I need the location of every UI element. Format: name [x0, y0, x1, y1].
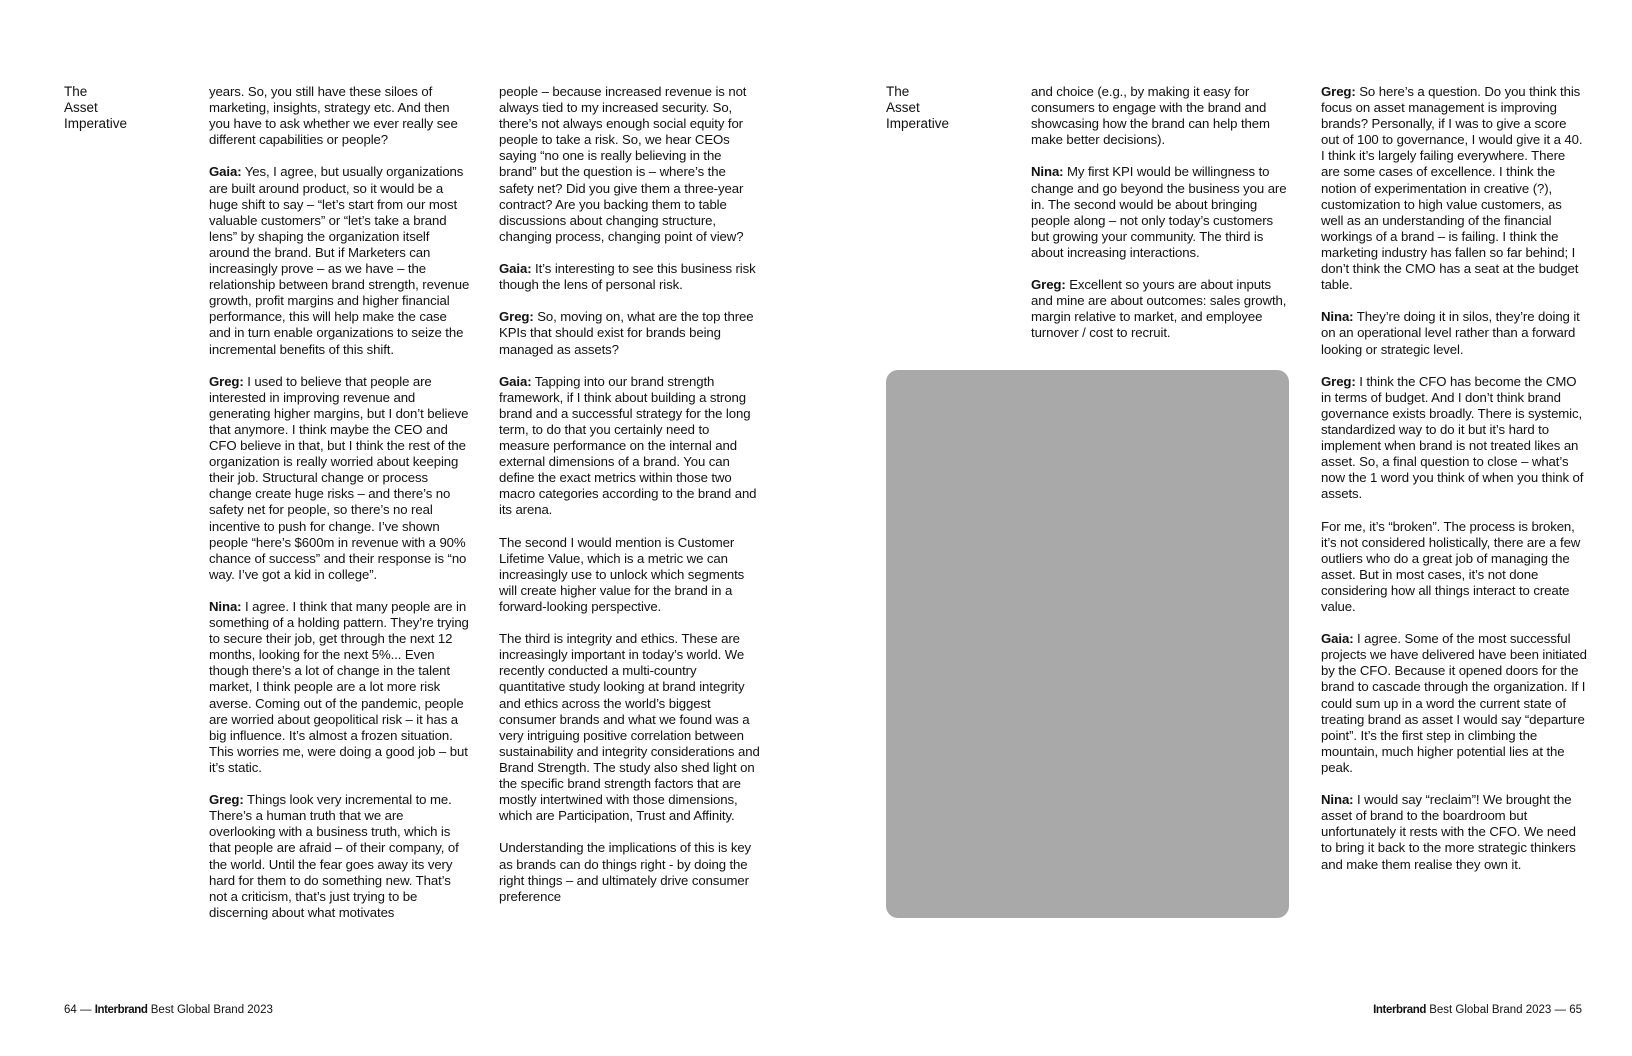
- speaker-name: Gaia:: [499, 261, 532, 277]
- paragraph-text: I think the CFO has become the CMO in terms of budget. And I don’t think brand governance exists broadly. There is systemic, standardized way to do it but it’s hard to implement when brand is not treated likes an asset. So, a final question to close – what’s now the 1 word you think of when you think of assets.: [1321, 373, 1584, 502]
- image-placeholder: [886, 370, 1289, 918]
- paragraph: [1031, 84, 1293, 148]
- paragraph: [1321, 374, 1587, 503]
- paragraph: [1321, 631, 1587, 776]
- section-label-line: The: [64, 84, 88, 99]
- paragraph-text: I used to believe that people are interested in improving revenue and generating higher margins, but I don’t believe that anymore. I think maybe the CEO and CFO believe in that, but I think the rest of the organization is really worried about keeping their job. Structural change or process change create huge risks – and there’s no safety net for people, so there’s no real incentive to push for change. I’ve shown people “here’s $600m in revenue with a 90% chance of success” and their response is “no way. I’ve got a kid in college”.: [209, 373, 469, 582]
- paragraph: [499, 631, 761, 824]
- page-number: 64 —: [64, 1004, 95, 1016]
- right-page-footer: [1373, 1003, 1582, 1017]
- paragraph: [209, 374, 471, 583]
- paragraph-text: and choice (e.g., by making it easy for consumers to engage with the brand and showcasing how the brand can help them make better decisions).: [1031, 84, 1270, 148]
- paragraph-text: Things look very incremental to me. There’s a human truth that we are overlooking with a business truth, which is that people are afraid – of their company, of the world. Until the fear goes away its very hard for them to do something new. That’s not a criticism, that’s just trying to be discerning about what motivates: [209, 792, 459, 920]
- paragraph-text: people – because increased revenue is not always tied to my increased security. So, there’s not always enough social equity for people to take a risk. So, we hear CEOs saying “no one is really believing in the brand” but the question is – where’s the safety net? Did you give them a three-year contract? Are you backing them to table discussions about changing structure, changing process, changing point of view?: [499, 84, 747, 244]
- paragraph: [499, 84, 761, 245]
- left-column-2: [499, 84, 761, 905]
- paragraph: [1031, 277, 1293, 341]
- paragraph: [1031, 164, 1293, 261]
- speaker-name: Greg:: [499, 309, 534, 325]
- paragraph-text: The third is integrity and ethics. These are increasingly important in today’s world. We recently conducted a multi-country quantitative study looking at brand integrity and ethics across the world’s biggest consumer brands and what we found was a very intriguing positive correlation between sustainability and integrity considerations and Brand Strength. The study also shed light on the specific brand strength factors that are mostly intertwined with those dimensions, which are Participation, Trust and Affinity.: [499, 631, 760, 824]
- paragraph-text: Understanding the implications of this is key as brands can do things right - by doing the right things – and ultimately drive consumer preference: [499, 840, 752, 904]
- publication-title: Best Global Brand 2023 — 65: [1426, 1004, 1582, 1016]
- speaker-name: Nina:: [1031, 164, 1064, 180]
- paragraph: [209, 164, 471, 357]
- right-column-1: [1031, 84, 1293, 342]
- left-section-label: [64, 84, 154, 132]
- left-page-footer: [64, 1003, 273, 1017]
- paragraph-text: My first KPI would be willingness to change and go beyond the business you are in. The second would be about bringing people along – not only today’s customers but growing your community. The third is about increasing interactions.: [1031, 164, 1287, 260]
- speaker-name: Nina:: [1321, 309, 1354, 325]
- paragraph: [1321, 792, 1587, 872]
- paragraph-text: years. So, you still have these siloes of marketing, insights, strategy etc. And then you have to ask whether we ever really see different capabilities or people?: [209, 84, 458, 148]
- speaker-name: Greg:: [1321, 373, 1356, 389]
- paragraph: [209, 84, 471, 148]
- section-label-line: Asset: [64, 100, 98, 116]
- interbrand-logo-text: Interbrand: [94, 1004, 148, 1016]
- paragraph-text: So, moving on, what are the top three KPIs that should exist for brands being managed as assets?: [499, 309, 754, 357]
- right-column-2: [1321, 84, 1587, 873]
- speaker-name: Greg:: [1321, 84, 1356, 99]
- section-label-line: Imperative: [64, 116, 128, 132]
- right-section-label: [886, 84, 976, 132]
- paragraph-text: So here’s a question. Do you think this focus on asset management is improving brands? Personally, if I was to give a score out of 100 to governance, I would give it a 40. I think it’s largely failing everywhere. There are some cases of excellence. I think the notion of experimentation in creative (?), customization to high value customers, as well as an understanding of the financial workings of a brand – is failing. I think the marketing industry has fallen so far behind; I don’t think the CMO has a seat at the budget table.: [1321, 84, 1583, 293]
- speaker-name: Greg:: [209, 373, 244, 389]
- paragraph: [1321, 519, 1587, 616]
- paragraph-text: I agree. I think that many people are in something of a holding pattern. They’re trying to secure their job, get through the next 12 months, looking for the next 5%... Even though there’s a lot of change in the talent market, I think people are a lot more risk averse. Coming out of the pandemic, people are worried about geopolitical risk – it has a big influence. It’s almost a frozen situation. This worries me, were doing a good job – but it’s static.: [209, 599, 469, 775]
- interbrand-logo-text: Interbrand: [1373, 1004, 1426, 1016]
- paragraph: [499, 309, 761, 357]
- speaker-name: Gaia:: [1321, 631, 1354, 647]
- section-label-line: Asset: [886, 100, 920, 116]
- paragraph: [499, 535, 761, 615]
- paragraph-text: I agree. Some of the most successful projects we have delivered have been initiated by the CFO. Because it opened doors for the brand to cascade through the organization. If I could sum up in a word the current state of treating brand as asset I would say “departure point”. It’s the first step in climbing the mountain, much higher potential lies at the peak.: [1321, 631, 1587, 775]
- speaker-name: Gaia:: [209, 164, 242, 180]
- paragraph: [499, 261, 761, 293]
- paragraph-text: Tapping into our brand strength framework, if I think about building a strong brand and a successful strategy for the long term, to do that you certainly need to measure performance on the internal and external dimensions of a brand. You can define the exact metrics within those two macro categories according to the brand and its arena.: [499, 373, 757, 518]
- paragraph-text: Yes, I agree, but usually organizations are built around product, so it would be a huge shift to say – “let’s start from our most valuable customers” or “let’s take a brand lens” by shaping the organization itself around the brand. But if Marketers can increasingly prove – as we have – the relationship between brand strength, revenue growth, profit margins and higher financial performance, this will help make the case and in turn enable organizations to seize the incremental benefits of this shift.: [209, 164, 470, 357]
- paragraph-text: They’re doing it in silos, they’re doing it on an operational level rather than a forward looking or strategic level.: [1321, 309, 1580, 357]
- paragraph: [1321, 84, 1587, 293]
- section-label-line: The: [886, 84, 910, 99]
- speaker-name: Greg:: [1031, 277, 1066, 293]
- speaker-name: Gaia:: [499, 373, 532, 389]
- paragraph-text: The second I would mention is Customer Lifetime Value, which is a metric we can increasingly use to unlock which segments will create higher value for the brand in a forward-looking perspective.: [499, 534, 745, 614]
- speaker-name: Nina:: [209, 599, 242, 614]
- paragraph-text: It’s interesting to see this business risk though the lens of personal risk.: [499, 261, 756, 293]
- paragraph-text: For me, it’s “broken”. The process is broken, it’s not considered holistically, there are a few outliers who do a great job of managing the asset. But in most cases, it’s not done considering how all things interact to create value.: [1321, 518, 1581, 614]
- paragraph: [209, 599, 471, 776]
- speaker-name: Greg:: [209, 792, 244, 808]
- section-label-line: Imperative: [886, 116, 950, 132]
- paragraph: [209, 792, 471, 921]
- publication-title: Best Global Brand 2023: [147, 1004, 273, 1016]
- paragraph-text: Excellent so yours are about inputs and mine are about outcomes: sales growth, margin relative to market, and employee turnover / cost to recruit.: [1031, 277, 1287, 341]
- paragraph: [499, 840, 761, 904]
- left-column-1: [209, 84, 471, 921]
- paragraph-text: I would say “reclaim”! We brought the asset of brand to the boardroom but unfortunately it rests with the CFO. We need to bring it back to the more strategic thinkers and make them realise they own it.: [1321, 792, 1576, 872]
- paragraph: [1321, 309, 1587, 357]
- paragraph: [499, 374, 761, 519]
- speaker-name: Nina:: [1321, 792, 1354, 808]
